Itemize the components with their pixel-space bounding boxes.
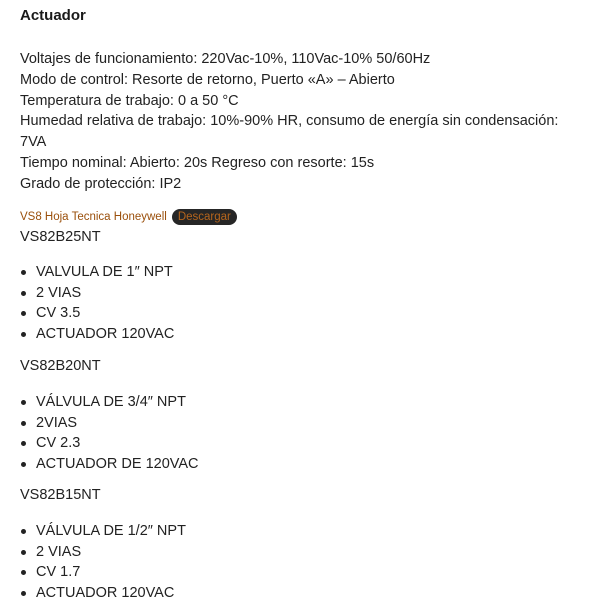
list-item: VÁLVULA DE 3/4″ NPT — [20, 392, 199, 413]
feature-list — [20, 392, 199, 475]
spec-line: Grado de protección: IP2 — [20, 175, 182, 192]
list-item: CV 3.5 — [20, 303, 174, 324]
list-item: ACTUADOR 120VAC — [20, 583, 186, 604]
model-name: VS82B15NT — [20, 487, 101, 503]
list-item: ACTUADOR 120VAC — [20, 324, 174, 345]
list-item: 2 VIAS — [20, 542, 186, 563]
list-item: ACTUADOR DE 120VAC — [20, 454, 199, 475]
datasheet-row — [20, 208, 237, 226]
spec-line: Modo de control: Resorte de retorno, Puerto «A» – Abierto — [20, 71, 395, 88]
model-name: VS82B20NT — [20, 358, 101, 374]
download-button[interactable]: Descargar — [172, 209, 237, 225]
spec-line: Humedad relativa de trabajo: 10%-90% HR, consumo de energía sin condensación: — [20, 113, 559, 130]
datasheet-link[interactable]: VS8 Hoja Tecnica Honeywell — [20, 211, 167, 223]
spec-line: Temperatura de trabajo: 0 a 50 °C — [20, 92, 239, 109]
list-item: 2VIAS — [20, 413, 199, 434]
spec-list — [20, 49, 590, 195]
spec-line: Voltajes de funcionamiento: 220Vac-10%, 110Vac-10% 50/60Hz — [20, 51, 431, 67]
list-item: 2 VIAS — [20, 283, 174, 304]
list-item: VALVULA DE 1″ NPT — [20, 262, 174, 283]
model-name: VS82B25NT — [20, 229, 101, 245]
spec-line: Tiempo nominal: Abierto: 20s Regreso con resorte: 15s — [20, 154, 375, 171]
list-item: VÁLVULA DE 1/2″ NPT — [20, 521, 186, 542]
spec-line: 7VA — [20, 134, 47, 151]
feature-list — [20, 521, 186, 604]
section-heading: Actuador — [20, 7, 86, 24]
list-item: CV 2.3 — [20, 433, 199, 454]
feature-list — [20, 262, 174, 345]
list-item: CV 1.7 — [20, 562, 186, 583]
